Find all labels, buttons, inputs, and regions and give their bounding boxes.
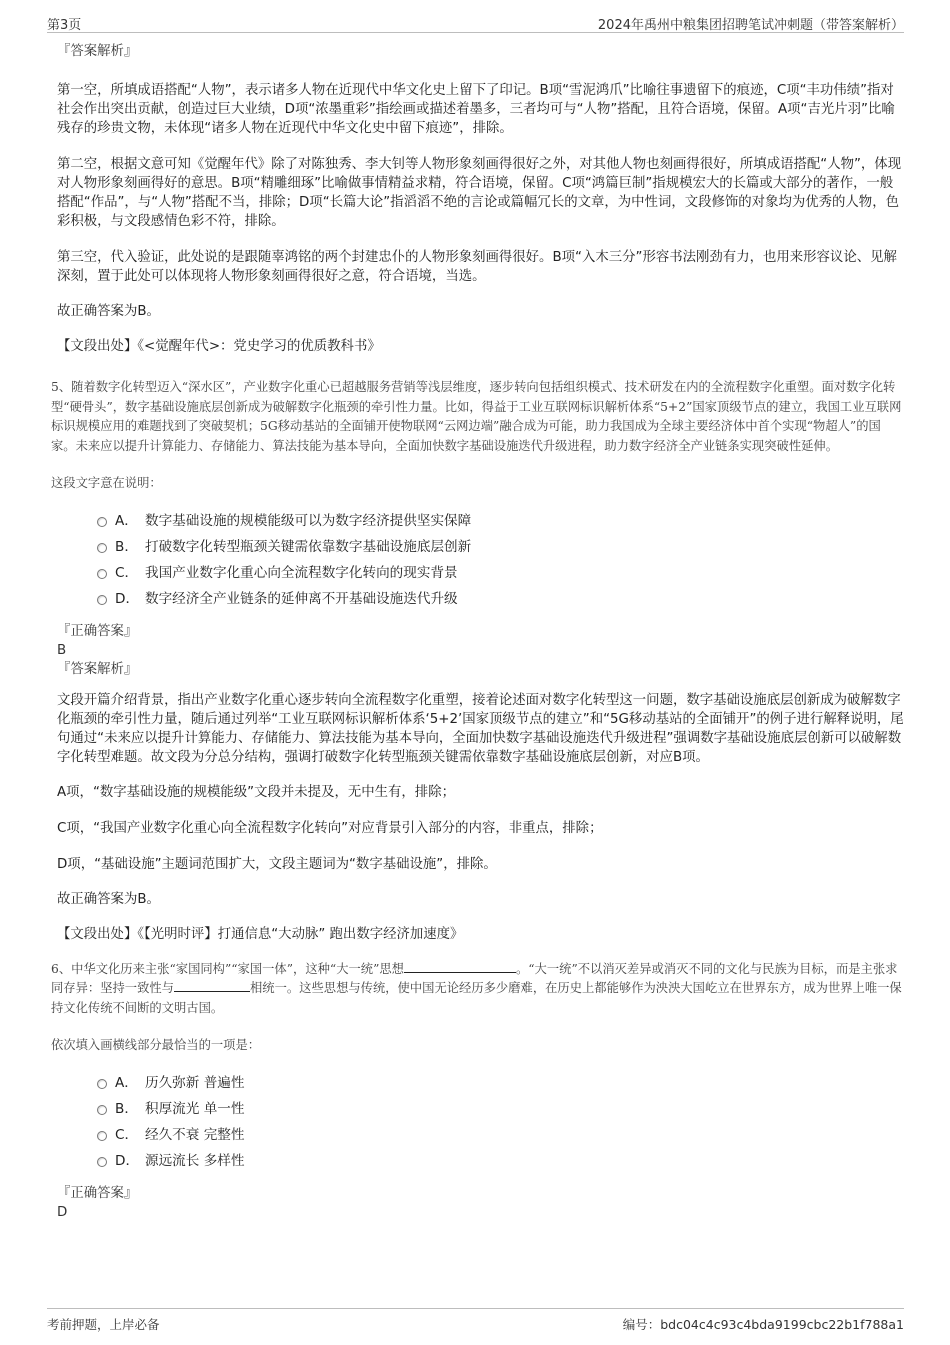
prev-source: 【文段出处】《<觉醒年代>：党史学习的优质教科书》 <box>57 339 381 354</box>
page-header <box>47 10 904 33</box>
document-id: 编号：bdc04c4c93c4bda9199cbc22b1f788a1 <box>622 1317 904 1332</box>
fill-blank-1[interactable] <box>404 960 516 973</box>
question-6-option-c[interactable] <box>97 1122 904 1148</box>
footer-slogan: 考前押题，上岸必备 <box>47 1317 160 1332</box>
question-6 <box>51 960 904 1056</box>
question-6-option-d[interactable] <box>97 1148 904 1174</box>
question-5-stem: 5、随着数字化转型迈入“深水区”，产业数字化重心已超越服务营销等浅层维度，逐步转向包括组织模式、技术研发在内的全流程数字化重塑。面对数字化转型“硬骨头”，数字基础设施底层创新成为破解数字化瓶颈的牵引性力量。比如，得益于工业互联网标识解析体系“5+2”国家顶级节点的建立，我国工业互联网标识规模应用的难题找到了突破契机；5G移动基站的全面铺开使物联网“云网边端”融合成为可能，助力我国成为全球主要经济体中首个实现“物超人”的国家。未来应以提升计算能力、存储能力、算法技能为基本导向，全面加快数字基础设施迭代升级进程，助力数字经济全产业链条实现突破性延伸。 <box>51 380 902 453</box>
question-5 <box>51 378 904 494</box>
question-5-analysis-main: 文段开篇介绍背景，指出产业数字化重心逐步转向全流程数字化重塑，接着论述面对数字化转型这一问题，数字基础设施底层创新成为破解数字化瓶颈的牵引性力量，随后通过列举“工业互联网标识解析体系‘5+2’国家顶级节点的建立”和“5G移动基站的全面铺开”的例子进行解释说明，尾句通过“未来应以提升计算能力、存储能力、算法技能为基本导向，全面加快数字基础设施迭代升级进程”强调数字基础设施底层创新可以破解数字化转型难题。故文段为分总分结构，强调打破数字化转型瓶颈关键需依靠数字基础设施底层创新，对应B项。 <box>57 692 904 765</box>
option-text: 打破数字化转型瓶颈关键需依靠数字基础设施底层创新 <box>145 538 472 555</box>
question-6-prompt: 依次填入画横线部分最恰当的一项是： <box>51 1038 261 1052</box>
question-5-options <box>97 508 904 612</box>
option-text: 历久弥新 普遍性 <box>145 1074 245 1091</box>
question-6-stem-part1: 6、中华文化历来主张“家国同构”“家国一体”，这种“大一统”思想 <box>51 961 404 976</box>
document-body <box>51 42 904 1222</box>
question-6-stem <box>51 960 904 1019</box>
option-letter: C． <box>115 564 139 581</box>
option-letter: A． <box>115 512 138 529</box>
option-letter: A． <box>115 1074 138 1091</box>
option-text: 源远流长 多样性 <box>145 1152 245 1169</box>
fill-blank-2[interactable] <box>174 979 250 992</box>
page-footer <box>47 1308 904 1333</box>
question-6-stem-part2: 。“大一统”不以消灭差异或消灭不同的文化与民族为目标，而是主张求同存异：坚持一致性与 <box>51 961 898 995</box>
prev-analysis-paragraph-3: 第三空，代入验证，此处说的是跟随辜鸿铭的两个封建忠仆的人物形象刻画得很好。B项“入木三分”形容书法刚劲有力，也用来形容议论、见解深刻，置于此处可以体现将人物形象刻画得很好之意，符合语境，当选。 <box>57 250 897 284</box>
question-5-answer-label: 『正确答案』 <box>57 623 138 639</box>
prev-analysis-paragraph-1: 第一空，所填成语搭配“人物”，表示诸多人物在近现代中华文化史上留下了印记。B项“雪泥鸿爪”比喻往事遗留下的痕迹，C项“丰功伟绩”指对社会作出突出贡献，创造过巨大业绩，D项“浓墨重彩”指绘画或描述着墨多，三者均可与“人物”搭配，且符合语境，保留。A项“吉光片羽”比喻残存的珍贵文物，未体现“诸多人物在近现代中华文化史中留下痕迹”，排除。 <box>57 83 895 136</box>
page-number: 第3页 <box>47 18 82 33</box>
prev-analysis-paragraph-2: 第二空，根据文意可知《觉醒年代》除了对陈独秀、李大钊等人物形象刻画得很好之外，对其他人物也刻画得很好，所填成语搭配“人物”，体现对人物形象刻画得好的意思。B项“精雕细琢”比喻做事情精益求精，符合语境，保留。C项“鸿篇巨制”指规模宏大的长篇或大部分的著作，一般搭配“作品”，与“人物”搭配不当，排除；D项“长篇大论”指滔滔不绝的言论或篇幅冗长的文章，为中性词，文段修饰的对象均为优秀的人物，色彩积极，与文段感情色彩不符，排除。 <box>57 157 902 229</box>
option-letter: B． <box>115 1100 138 1117</box>
question-6-answer: D <box>57 1204 68 1220</box>
question-5-answer: B <box>57 642 67 658</box>
question-5-source: 【文段出处】《【光明时评】打通信息“大动脉” 跑出数字经济加速度》 <box>57 926 464 942</box>
prev-conclusion: 故正确答案为B。 <box>57 304 160 319</box>
question-6-option-a[interactable] <box>97 1070 904 1096</box>
question-6-answer-label: 『正确答案』 <box>57 1185 138 1201</box>
radio-icon[interactable] <box>97 543 107 553</box>
question-5-conclusion: 故正确答案为B。 <box>57 891 160 907</box>
option-letter: B． <box>115 538 138 555</box>
option-text: 数字经济全产业链条的延伸离不开基础设施迭代升级 <box>145 590 458 607</box>
radio-icon[interactable] <box>97 595 107 605</box>
question-5-option-d[interactable] <box>97 586 904 612</box>
option-letter: C． <box>115 1126 139 1143</box>
document-title: 2024年禹州中粮集团招聘笔试冲刺题（带答案解析） <box>597 18 904 33</box>
option-text: 数字基础设施的规模能级可以为数字经济提供坚实保障 <box>145 512 472 529</box>
question-5-prompt: 这段文字意在说明： <box>51 476 162 490</box>
radio-icon[interactable] <box>97 517 107 527</box>
radio-icon[interactable] <box>97 569 107 579</box>
question-5-analysis-d: D项，“基础设施”主题词范围扩大，文段主题词为“数字基础设施”，排除。 <box>57 856 497 872</box>
option-text: 积厚流光 单一性 <box>145 1100 245 1117</box>
prev-analysis-label: 『答案解析』 <box>57 44 138 59</box>
question-5-analysis-label: 『答案解析』 <box>57 661 138 677</box>
question-5-option-a[interactable] <box>97 508 904 534</box>
radio-icon[interactable] <box>97 1157 107 1167</box>
option-text: 经久不衰 完整性 <box>145 1126 245 1143</box>
question-5-analysis-a: A项，“数字基础设施的规模能级”文段并未提及，无中生有，排除； <box>57 784 455 800</box>
question-5-option-c[interactable] <box>97 560 904 586</box>
question-6-stem-part3: 相统一。这些思想与传统，使中国无论经历多少磨难，在历史上都能够作为泱泱大国屹立在世界东方，成为世界上唯一保持文化传统不间断的文明古国。 <box>51 981 902 1015</box>
question-5-option-b[interactable] <box>97 534 904 560</box>
option-text: 我国产业数字化重心向全流程数字化转向的现实背景 <box>145 564 458 581</box>
radio-icon[interactable] <box>97 1131 107 1141</box>
question-5-analysis-c: C项，“我国产业数字化重心向全流程数字化转向”对应背景引入部分的内容，非重点，排除； <box>57 820 603 836</box>
option-letter: D． <box>115 1152 140 1169</box>
option-letter: D． <box>115 590 140 607</box>
radio-icon[interactable] <box>97 1105 107 1115</box>
question-6-options <box>97 1070 904 1174</box>
question-6-option-b[interactable] <box>97 1096 904 1122</box>
radio-icon[interactable] <box>97 1079 107 1089</box>
